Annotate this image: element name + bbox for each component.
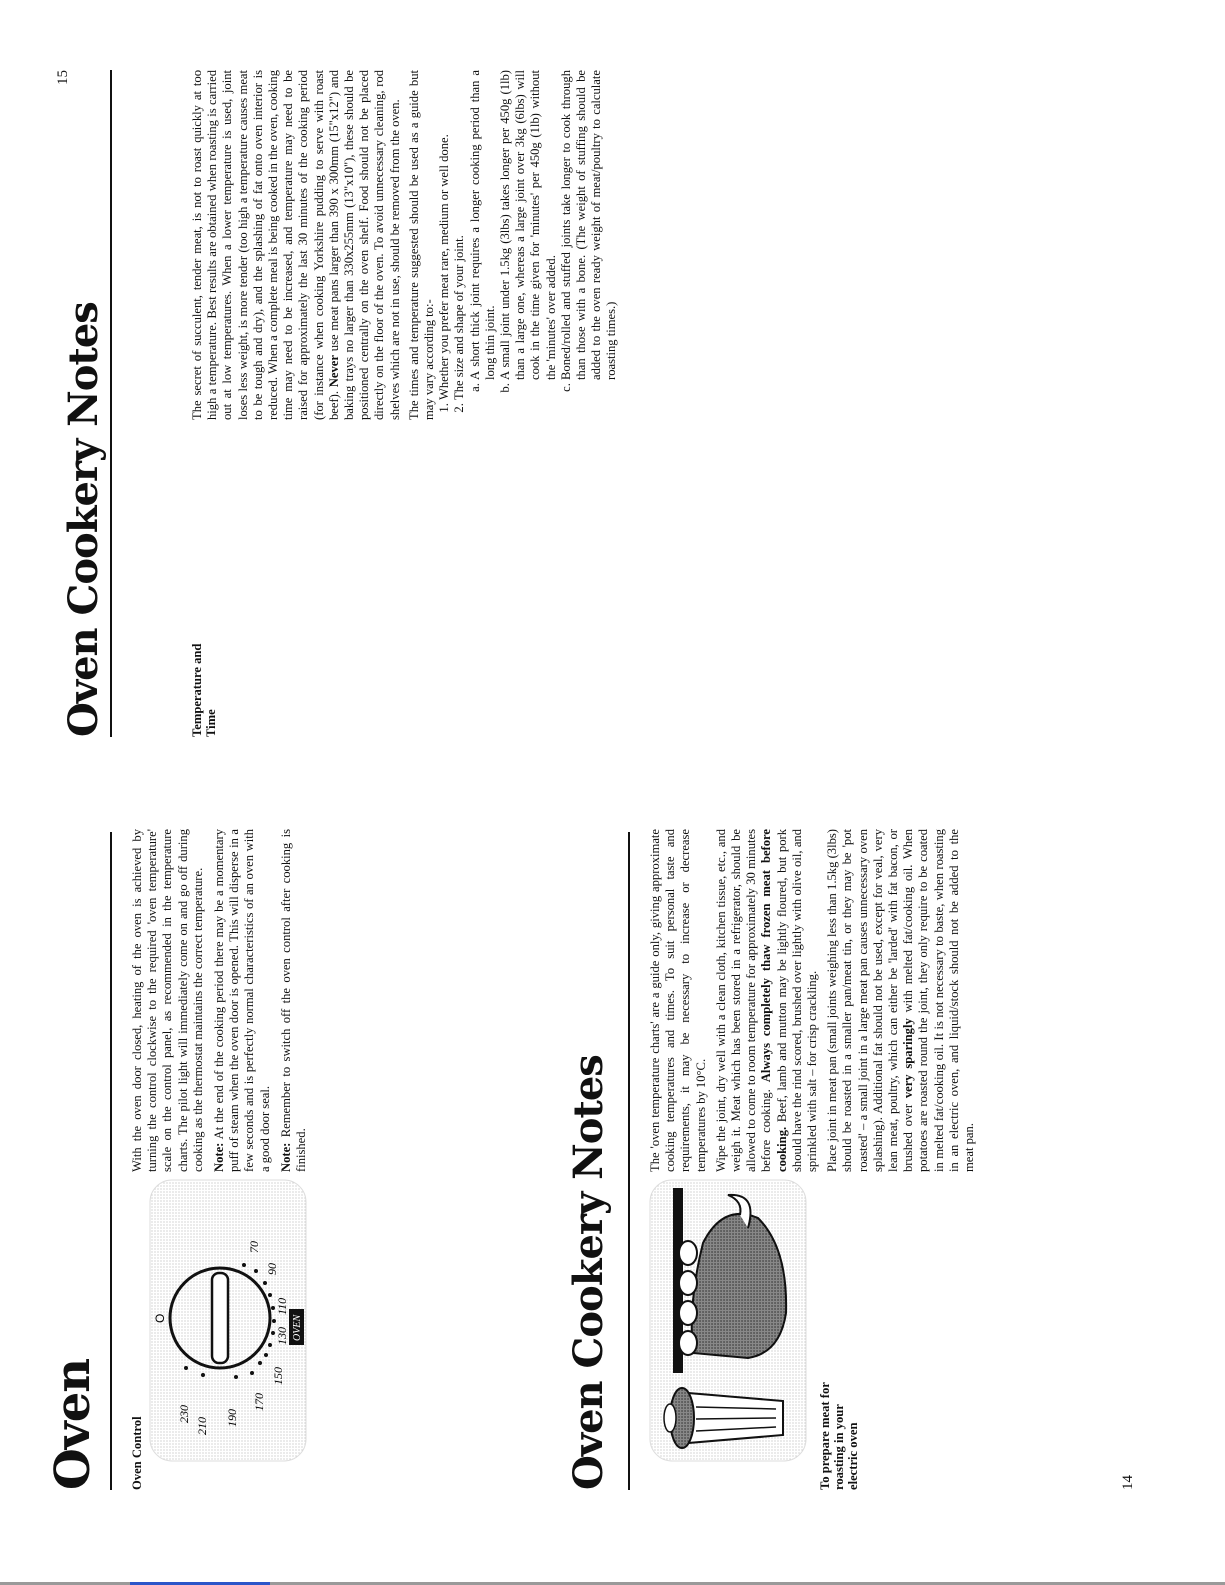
sub-item-c: c. Boned/rolled and stuffed joints take longer to cook through than those with a bone. (The weight of stuffing should be added to the oven ready weight of meat/poultry to calculate roasting times.) [559, 70, 620, 380]
roast-svg [648, 1178, 808, 1463]
sub-item-b: b. A small joint under 1.5kg (3lbs) takes longer per 450g (1lb) than a large one, whereas a large joint over 3kg (6lbs) will cook in the time given for 'minutes' per 450g (1lb) without the 'minutes' over added. [498, 70, 559, 380]
oven-control-label: Oven Control [130, 1416, 144, 1490]
left-page-number: 14 [1120, 1475, 1136, 1490]
place-paragraph [825, 829, 977, 1172]
right-page-number: 15 [55, 70, 71, 85]
left-cookery-rule [628, 832, 630, 1490]
factor-1: 1. Whether you prefer meat rare, medium or well done. [437, 70, 452, 400]
right-page-title: Oven Cookery Notes [60, 302, 107, 737]
sparingly-emphasis: very sparingly [901, 1018, 916, 1099]
factors-list [437, 70, 619, 420]
right-title-rule [110, 70, 112, 737]
left-cookery-text [648, 829, 977, 1172]
roast-illustration [648, 1178, 808, 1463]
dial-tick-110: 110 [275, 1297, 289, 1315]
dial-tick-210: 210 [195, 1417, 209, 1435]
roast-potato-4 [679, 1241, 697, 1265]
dial-knob-grip [212, 1273, 228, 1363]
dial-tick-230: 230 [177, 1405, 191, 1423]
prepare-meat-label: To prepare meat for roasting in your electric oven [818, 1382, 860, 1490]
secret-text-2: use meat pans larger than 390 x 300mm (15"x12") and baking trays no larger than 330x255mm (13"x10"), these should be positioned centrally on the oven shelf. Food should not be placed directly on the floor of the oven. To avoid unnecessary cleaning, rod shelves which are not in use, should be removed from the oven. [326, 69, 402, 420]
left-cookery-title: Oven Cookery Notes [565, 1055, 612, 1490]
note-1-text: At the end of the cooking period there may be a momentary puff of steam when the oven door is opened. This will disperse in a few seconds and is perfectly normal characteristics of an oven with a good door seal. [212, 829, 272, 1172]
secret-paragraph [190, 70, 403, 420]
size-shape-sublist [468, 70, 620, 400]
dial-tick-190: 190 [225, 1409, 239, 1427]
secret-text-1: The secret of succulent, tender meat, is not to roast quickly at too high a temperature. Best results are obtained when roasting is carried out at low temperatures. When a lower temperature is used, joint loses less weight, is more tender (too high a temperature causes meat to be tough and dry), and the splashing of fat onto oven interior is reduced. When a complete meal is being cooked in the oven, cooking time may need to be increased, and temperature may need to be raised for approximately the last 30 minutes of the cooking period (for instance when cooking Yorkshire pudding to serve with roast beef). [190, 70, 341, 420]
factor-2 [452, 70, 619, 400]
never-emphasis: Never [326, 355, 341, 388]
times-paragraph: The times and temperature suggested should be used as a guide but may vary according to:- [406, 70, 437, 420]
right-cookery-text [190, 70, 620, 420]
place-text-1: Place joint in meat pan (small joints weighing less than 1.5kg (3lbs) should be roasted in a smaller pan/meat tin, or they may be 'pot roasted' – a small joint in a large meat pan causes unnecessary oven splashing). Additional fat should not be used, except for veal, very lean meat, poultry, which can either be 'larded' with fat bacon, or brushed over [825, 829, 916, 1172]
oven-control-note-1 [212, 829, 273, 1172]
note-2-label: Note: [278, 1142, 293, 1172]
left-page-title: Oven [45, 1358, 101, 1490]
wipe-text-2: Beef, lamb and mutton may be lightly floured, but pork should have the rind scored, brushed over lightly with olive oil, and sprinkled with salt – for crisp crackling. [774, 829, 820, 1172]
dial-tick-130: 130 [275, 1327, 289, 1345]
wipe-text-1: Wipe the joint, dry well with a clean cloth, kitchen tissue, etc., and weigh it. Meat which has been stored in a refrigerator, should be allowed to come to room temperature for approximately 30 minutes before cooking. [713, 829, 774, 1172]
place-text-2: with melted fat/cooking oil. When potatoes are roasted round the joint, they only require to be coated in melted fat/cooking oil. It is not necessary to baste, when roasting in an electric oven, and liquid/stock should not be added to the meat pan. [901, 828, 977, 1172]
note-2-text: Remember to switch off the oven control after cooking is finished. [278, 829, 309, 1172]
oven-dial-illustration [148, 1178, 308, 1463]
note-1-label: Note: [212, 1142, 227, 1172]
oven-control-note-2 [279, 829, 309, 1172]
dial-tick-150: 150 [271, 1367, 285, 1385]
left-title-rule [110, 832, 112, 1490]
roast-potato-1 [679, 1331, 697, 1355]
charts-paragraph: The 'oven temperature charts' are a guide only, giving approximate cooking temperatures and times. To suit personal taste and requirements, it may be necessary to increase or decrease temperatures by 10°C. [648, 829, 708, 1172]
oven-control-paragraph: With the oven door closed, heating of the oven is achieved by turning the control clockwise to the required 'oven temperature' scale on the control panel, as recommended in the temperature charts. The pilot light will immediately come on and go off during cooking as the thermostat maintains the correct temperature. [130, 829, 205, 1172]
factor-2-text: The size and shape of your joint. [452, 235, 467, 400]
wipe-paragraph [714, 829, 820, 1172]
dial-tick-90: 90 [265, 1263, 279, 1275]
dial-off-mark: O [153, 1313, 167, 1323]
dial-tick-70: 70 [247, 1241, 261, 1253]
roast-potato-3 [679, 1271, 697, 1295]
dial-tick-170: 170 [252, 1393, 266, 1411]
temperature-time-label: Temperature and Time [190, 643, 218, 737]
oven-badge-label: OVEN [292, 1314, 303, 1341]
sub-item-a: a. A short thick joint requires a longer cooking period than a long thin joint. [468, 70, 498, 380]
thaw-warning: Always completely thaw frozen meat before cooking. [759, 829, 789, 1172]
oven-control-text [130, 829, 309, 1172]
roast-potato-2 [679, 1301, 697, 1325]
oven-dial-svg [148, 1178, 308, 1463]
